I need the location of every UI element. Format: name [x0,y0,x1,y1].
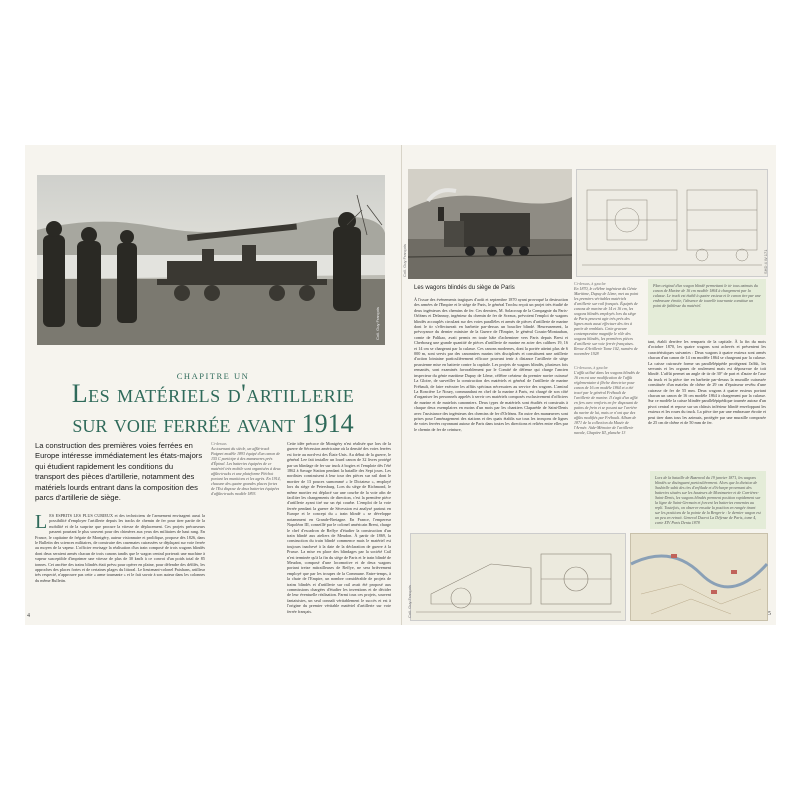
page-number-left: 4 [27,613,30,619]
caption-top-text: En 1870, le célèbre ingénieur du Génie Maritime, Dupuy de Lôme, met au point les premiers véritables matériels d'artillerie sur rail français. Équipés de canons de marine de 14 et 16 cm, les wagons blindés employés lors du siège de Paris peuvent agir très près des lignes mais aussi effectuer des tirs à partir de remblais. Cette gravure contemporaine magnifie le rôle des wagons blindés, les premières pièces d'artillerie sur voie ferrée françaises. Revue d'Artillerie Tome 102, numéro de novembre 1928 [574,286,639,356]
chapter-title [25,379,401,439]
caption-box-text: Plan original d'un wagon blindé permettant le tir tous azimuts du canon de Marine de 16 cm modèle 1864 à chargement par la culasse. Le truck est établi à quatre essieux et le canon tire par une embrasure étroite, l'absence de tourelle tournante constitue un point de faiblesse du matériel. [653,283,761,308]
engraving-scene [408,169,572,279]
caption-text: Au tournant du siècle, un affût-truck Paignet modèle 1893 équipé d'un canon de 155 C participe à des manœuvres près d'Épinal. Les batteries équipées de ce matériel très mobile sont organisées à deux affûts-trucks et une plateforme Piéchot portant les munitions et les agrès. En 1914, chacune des quatre grandes places fortes de l'Est dispose de deux batteries équipées d'affûts-trucks modèle 1893. [211,446,281,496]
left-page [25,145,401,625]
section-title: Les wagons blindés du siège de Paris [414,285,515,291]
right-body-column-1: À l'issue des événements tragiques d'août et septembre 1870 ayant provoqué la destruction des armées de l'Empire et le siège de Paris, le général Trochu reçoit un projet très étudié de deux ingénieurs des chemins de fer. Ces derniers, M. Solacroup de la Compagnie du Paris-Orléans et Delannoy, ingénieur du chemin de fer de Sceaux, prévoient l'emploi de wagons blindés accouplés circulant sur des voies parallèles et armés de pièces d'artillerie de marine dont le tir s'effectuerait en barbette par-dessus un bouclier blindé. Heureusement, la prévoyance du dernier ministre de la Guerre de l'Empire, le général Cousin-Montauban, comte de Palikao, avait permis en toute hâte d'acheminer vers Paris depuis Brest et Cherbourg une grande quantité de pièces d'artillerie de marine en acier des calibres 19, 16 et 14 cm se chargeant par la culasse. Ces canons modernes, dont la portée atteint plus de 6 000 m, sont servis par des canonniers marins très disciplinés et constituent une artillerie d'action lointaine particulièrement efficace pouvant tenir à distance l'artillerie de siège prussienne mise en batterie contre la capitale. Les projets de wagons blindés, plusieurs fois remaniés, sont examinés favorablement par le Comité de défense qui charge l'ancien inspecteur du génie maritime Dupuy de Lôme, célèbre créateur du premier navire cuirassé La Gloire, de surveiller la construction des matériels et général de l'artillerie de marine Frébault, de faire exécuter les affûts spéciaux nécessaires au service des wagons. L'amiral La Roncière Le Noury, commandant en chef de la marine à Paris, est chargé de son côté d'organiser les personnels appelés à servir ces matériels composés exclusivement d'officiers de marine et de matelots canonniers. Deux types de matériels sont étudiés et construits à chaque deux exemplaires en moins d'un mois par les chantiers Claparède de Saint-Denis avec l'assistance des ingénieurs des chemins de fer d'Orléans. En outre des manœuvres sont prises pour l'aménagement des stations et des quais établis sur tous les tronçons de lignes de voies ferrées rayonnant autour de Paris dans toutes les directions et reliées entre elles par le chemin de fer de ceinture, [414,297,568,432]
caption-mid-text: L'affût utilisé dans les wagons blindés de 16 cm est une modification de l'affût réglementaire à flèche directrice pour canon de 16 cm modèle 1864 et a été tracé par le général Frébault de l'artillerie de marine. Il s'agit d'un affût en fers avec renforts en fer disposant de patins de frein et se posant sur l'arrière du navire de lui, mais ce n'ont que des affûts modifiés par Frébault. Album de 1871 de la collection du Musée de l'Armée. Aide-Mémoire de l'artillerie navale, Chapitre III, planche 13 [574,370,640,435]
caption-mid [574,365,640,515]
armored-wagon-engraving [402,169,572,279]
photo-scene [37,175,385,345]
body-column-1-text: ES ESPRITS LES PLUS CURIEUX et des techniciens de l'armement envisagent aussi la possibilité d'employer l'artillerie depuis les tracks de chemin de fer pour tirer partie de la mobilité et de la surprise que procure la vitesse de déplacement. Ces projets précurseurs passent pourtant le plus souvent pour des chimères aux yeux des militaires de haut rang. En France, le capitaine de frégate de Montgéry, auteur visionnaire et prolifique, propose dès 1826, dans le Bulletin des sciences militaires, de construire des casemates cuirassées se déplaçant sur voie ferrée au moyen de la vapeur. L'officier envisage la réalisation d'un train composé de trois wagons blindés dont deux seraient armés chacun de trois canons tandis que le wagon central porterait une machine à vapeur susceptible d'imprimer une vitesse de plus de 30 km/h à ce convoi d'un poids total de 85 tonnes. Cet ancêtre des trains blindés était prévu pour opérer en plaine, pour défendre des défilés, les approches des places fortes et de certaines plages du littoral. Le lieutenant-colonel Paixhans, artilleur très respecté, n'approuve pas cette « arme tournante » et le fait savoir à son auteur dans les colonnes du même Bulletin. [35,513,205,583]
map-drawing [631,534,767,620]
page-number-right: 5 [768,611,771,617]
gun-carriage-drawing [407,533,626,621]
title-line-1: Les matériels d'artillerie [71,379,355,408]
wagon-blueprint [576,169,768,277]
blueprint-drawing [577,170,767,276]
drop-cap: L [35,511,48,533]
photo-credit: Coll. Guy François [375,307,380,340]
photo-caption [211,441,281,553]
caption-title: Ci-dessus [211,441,227,446]
blueprint-credit: SHD 4 W 171 [763,249,768,274]
caption-top [574,281,640,363]
right-page [402,145,776,625]
caption-box2-text: Lors de la bataille de Buzenval du 19 janvier 1871, les wagons blindés se distinguent particulièrement. Alors que la division de Susbielle subit des tirs d'enfilade et d'écharpe provenant des batteries situées sur les hauteurs de Montmartre et de Carrières-Saint-Denis, les wagons blindés prennent position rapidement sur la ligne de Saint-Germain et forcent les batteries ennemies au repli. Toutefois, on observe ensuite la position en rangée tirant sur les positions de la pointe de la Bergerie : le dernier wagon est un peu en retrait. General Ducrot La Défense de Paris, tome 4, carte XIV Paris Dentu 1878 [655,475,761,525]
body-column-2: Cette idée précoce de Montgéry n'est réalisée que lors de la guerre de Sécession américaine où la densité des voies ferrées est forte au nord-est des États-Unis. Au début de la guerre, le général Lee fait installer un lourd canon de 32 livres protégé par un blindage de fer sur truck à bogies et l'emploie dès l'été 1862 à Savage Station pendant la bataille des Sept jours. Les nordistes construisent à leur tour des pièces sur rail dont le mortier de 13 pouces surnommé « le Dictateur », employé lors du siège de Petersburg. Lors du siège de Richmond, le même mortier est déplacé sur une courbe de la voie afin de faciliter les changements de direction, c'est la première pièce d'artillerie ayant tiré sur un épi courbe. L'emploi de la voie ferrée pendant la guerre de Sécession est analysé partout en Europe et le concept du « train blindé » se développe notamment en Grande-Bretagne. En France, l'empereur Napoléon III, conseillé par le colonel américain Brent, charge le chef d'escadron de Reffye d'étudier la construction d'un train blindé aux ateliers de Meudon. À partir de 1869, la construction du train blindé commence mais le matériel est toujours inachevé à la date de la déclaration de guerre à la Prusse. La mise en place des blindages par la société Cail n'est terminée qu'à la fin du siège de Paris et le train blindé de Meudon, composé d'une locomotive et de deux wagons portant treize mitrailleuses de Reffye, ne sera brièvement employé que par les troupes de la Commune. Entre-temps, à la chute de l'Empire, un nombre considérable de projets de trains blindés et d'artillerie sur rail avait été proposé aux commissions chargées d'étudier les inventions et de décider de leur éventuelle réalisation. Parmi tous ces projets, souvent fantaisistes, un seul connaît véritablement le succès et est à l'origine du premier véritable matériel d'artillerie sur voie ferrée français. [287,441,391,614]
right-body-column-2: tant, établi derrière les remparts de la capitale. À la fin du mois d'octobre 1870, les quatre wagons sont achevés et présentent les caractéristiques suivantes : Deux wagons à quatre essieux sont armés chacun d'un canon de 14 cm modèle 1864 se chargeant par la culasse. La caisse cuirassée forme un parallélépipède protégeant l'affût, les servants et les organes de roulement mais est dépourvue de toit blindé. L'affût permet un angle de tir de 30° de part et d'autre de l'axe du truck et la pièce tire en barbette par-dessus la muraille cuirassée constituée d'un matelas de chêne de 29 cm d'épaisseur revêtu d'une cuirasse de fer de 55 mm. Deux wagons à quatre essieux portant chacun un canon de 16 cm modèle 1864 à chargement par la culasse. Sur ce modèle la caisse blindée parallélépipédique tournée autour d'un pivot central et repose sur un châssis inférieur blindé enveloppant les essieux et les roues du truck. La pièce tire par une embrasure étroite et peut tirer dans tous les azimuts, protégée par une muraille composée de 25 cm de chêne et de 50 mm de fer. [648,339,766,426]
caption-box-battle [650,471,766,529]
buzenval-map [630,533,768,621]
artillery-train-photo [37,175,385,345]
carriage-credit: Coll. Guy François [407,585,412,618]
caption-mid-title: Ci-dessous, à gauche [574,365,608,370]
title-line-2: sur voie ferrée avant 1914 [72,409,354,438]
chapter-label: CHAPITRE UN [176,371,250,381]
intro-paragraph: La construction des premières voies ferrées en Europe intéresse immédiatement les états-majors qui étudient rapidement les conditions du transport des pièces d'artillerie, notamment des matériels lourds entrant dans la composition des parcs d'artillerie de siège. [35,441,203,503]
carriage-drawing [411,534,625,620]
caption-top-title: Ci-dessus, à gauche [574,281,606,286]
body-column-1 [35,513,205,615]
engraving-credit: Coll. Guy François [402,244,407,277]
caption-box-plan [648,279,766,335]
book-spread [25,145,776,625]
